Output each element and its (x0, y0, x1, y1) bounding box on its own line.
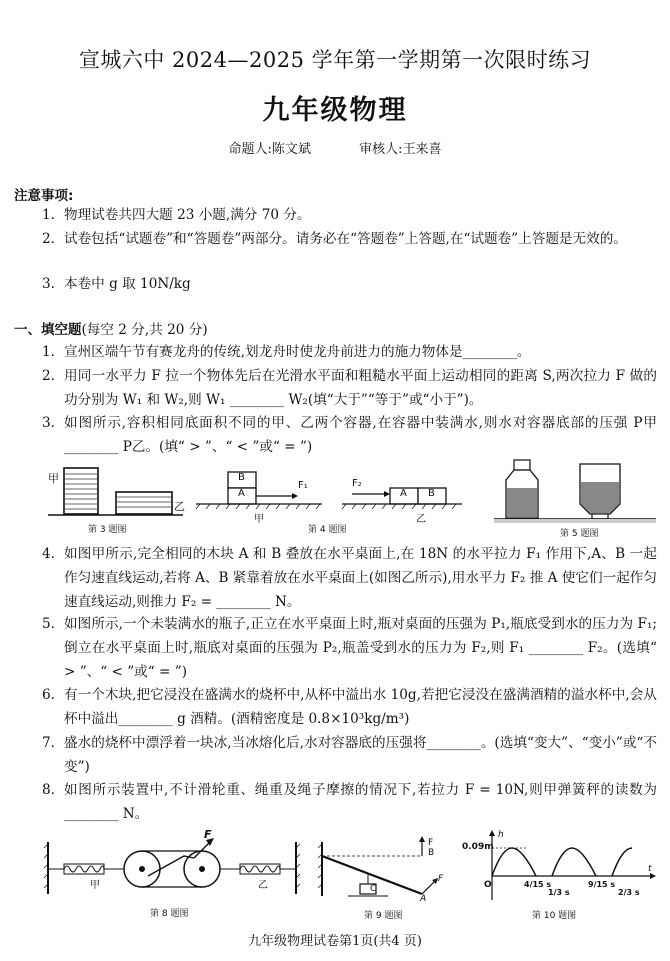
question (42, 612, 657, 684)
axis-h-label: h (498, 830, 504, 840)
level-label: 0.09m (462, 842, 494, 852)
section-note: (每空 2 分,共 20 分) (81, 322, 208, 338)
question-num: 6. (42, 687, 55, 703)
force-f1-label: F₁ (298, 480, 308, 491)
question-text: 宣州区端午节有赛龙舟的传统,划龙舟时使龙舟前进力的施力物体是________。 (64, 344, 531, 360)
notice-item (42, 272, 657, 296)
notice-item (42, 227, 657, 251)
question-num: 1. (42, 344, 55, 360)
question-text: 用同一水平力 F 拉一个物体先后在光滑水平面和粗糙水平面上运动相同的距离 S,两次拉力 F 做的功分别为 W₁ 和 W₂,则 W₁ ________ W₂(填“大于”“等于”或“小于”)。 (64, 368, 657, 408)
question (42, 778, 657, 826)
fig4-label-yi: 乙 (416, 514, 426, 525)
figure-caption: 第 9 题图 (364, 911, 403, 921)
force-f-up-label: F (428, 838, 434, 848)
figure-8-drawing (44, 832, 306, 904)
figure-caption: 第 5 题图 (560, 529, 599, 539)
question-text: 如图甲所示,完全相同的木块 A 和 B 叠放在水平桌面上,在 18N 的水平拉力 F₁ 作用下,A、B 一起作匀速直线运动,若将 A、B 紧靠着放在水平桌面上(如图乙所示),用水平力 F₂ 推 A 使它们一起作匀速直线运动,则推力 F₂ = ________ N。 (64, 546, 657, 610)
question (42, 411, 657, 459)
notice-item (42, 203, 657, 227)
tick-label: 2/3 s (618, 888, 640, 897)
fig3-label-jia: 甲 (48, 472, 59, 485)
notice-num: 3. (42, 276, 55, 292)
figure-caption: 第 4 题图 (308, 525, 347, 535)
setter: 命题人:陈文斌 (228, 142, 311, 157)
question-text: 如图所示,容积相同底面积不同的甲、乙两个容器,在容器中装满水,则水对容器底部的压强 P甲________ P乙。(填“ > ”、“ < ”或“ = ”) (64, 415, 657, 455)
page-footer: 九年级物理试卷第1页(共4 页) (248, 934, 422, 949)
figure-10 (462, 830, 658, 922)
question-text: 有一个木块,把它浸没在盛满水的烧杯中,从杯中溢出水 10g,若把它浸没在盛满酒精的溢水杯中,会从杯中溢出________ g 酒精。(酒精密度是 0.8×10³kg/m³) (64, 687, 657, 727)
notice-num: 1. (42, 207, 55, 223)
notice-heading: 注意事项: (14, 188, 74, 204)
question-num: 2. (42, 368, 55, 384)
origin-label: O (484, 880, 492, 890)
question (42, 731, 657, 779)
question (42, 340, 657, 364)
question-num: 3. (42, 415, 55, 431)
force-f2-label: F₂ (352, 478, 362, 489)
fig8-label-jia: 甲 (90, 880, 100, 891)
block-b-label: B (238, 472, 245, 483)
figure-3 (38, 460, 188, 536)
figure-3-drawing (38, 460, 188, 522)
question-text: 如图所示,一个未装满水的瓶子,正立在水平桌面上时,瓶对桌面的压强为 P₁,瓶底受到水的压力为 F₁;倒立在水平桌面上时,瓶底对桌面的压强为 P₂,瓶盖受到水的压力为 F₂,则 F₁ ________ F₂。(选填“ > ”、“ < ”或“ = ”) (64, 616, 657, 680)
force-f-label: F (204, 828, 212, 841)
notice-text: 物理试卷共四大题 23 小题,满分 70 分。 (64, 207, 311, 223)
authors-line (0, 138, 670, 157)
reviewer: 审核人:王来喜 (359, 142, 442, 157)
block-a2-label: A (400, 488, 407, 499)
fig4-label-jia: 甲 (254, 514, 264, 525)
axis-t-label: t (648, 864, 652, 874)
point-b-label: B (428, 848, 435, 858)
fig3-label-yi: 乙 (174, 500, 185, 513)
notice-num: 2. (42, 231, 55, 247)
point-a-label: A (420, 894, 427, 904)
figure-caption: 第 3 题图 (88, 525, 127, 535)
figure-9 (318, 836, 452, 922)
section-title: 一、填空题 (14, 322, 82, 338)
figure-8 (44, 828, 306, 922)
figure-caption: 第 10 题图 (532, 911, 577, 921)
section-heading (14, 318, 208, 342)
tick-label: 4/15 s (524, 880, 552, 889)
question-num: 4. (42, 546, 55, 562)
weight-c-label: C (370, 884, 377, 894)
figure-5 (492, 458, 658, 538)
tick-label: 9/15 s (588, 880, 616, 889)
question-num: 8. (42, 782, 55, 798)
figure-5-drawing (492, 458, 658, 524)
force-f-label: F (438, 874, 444, 884)
question (42, 683, 657, 731)
exam-title: 宣城六中 2024—2025 学年第一学期第一次限时练习 (78, 48, 592, 72)
question-text: 如图所示装置中,不计滑轮重、绳重及绳子摩擦的情况下,若拉力 F = 10N,则甲弹簧秤的读数为________ N。 (64, 782, 657, 822)
tick-label: 1/3 s (548, 888, 570, 897)
exam-subject: 九年级物理 (262, 95, 408, 126)
question (42, 542, 657, 614)
notice-text: 本卷中 g 取 10N/kg (64, 276, 191, 292)
fig8-label-yi: 乙 (258, 880, 268, 891)
question (42, 364, 657, 412)
question-text: 盛水的烧杯中漂浮着一块冰,当冰熔化后,水对容器底的压强将________。(选填“变大”、“变小”或“不变”) (64, 735, 657, 775)
figure-4 (194, 466, 464, 536)
figure-caption: 第 8 题图 (150, 909, 189, 919)
block-b2-label: B (428, 488, 435, 499)
question-num: 7. (42, 735, 55, 751)
notice-text: 试卷包括“试题卷”和“答题卷”两部分。请务必在“答题卷”上答题,在“试题卷”上答题是无效的。 (64, 231, 627, 247)
block-a-label: A (238, 488, 245, 499)
question-num: 5. (42, 616, 55, 632)
